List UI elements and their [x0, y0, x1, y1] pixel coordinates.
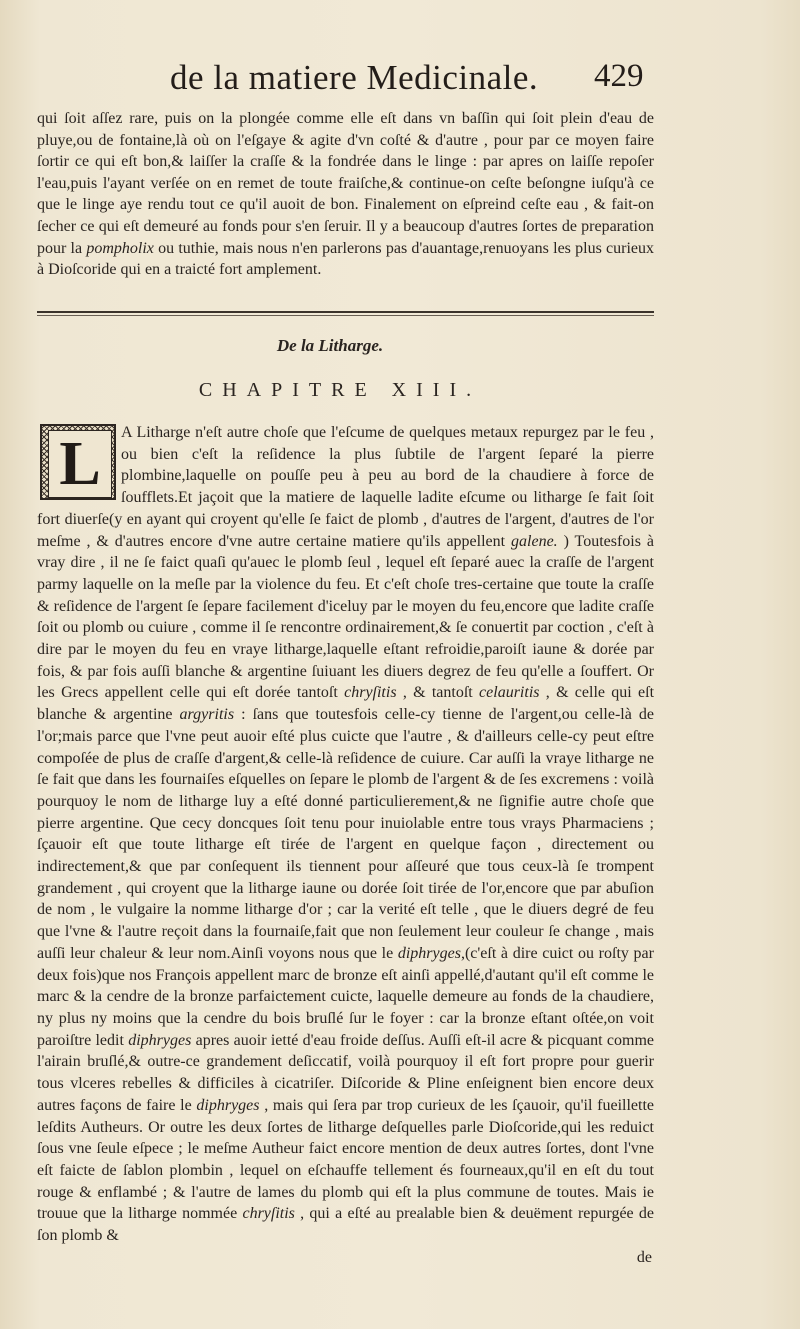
italic-term: diphryges	[128, 1031, 192, 1049]
section-rule-thin	[37, 315, 654, 316]
italic-term: celauritis	[479, 684, 540, 702]
italic-term: galene.	[511, 532, 558, 550]
italic-term: chryſitis	[344, 684, 397, 702]
italic-term: argyritis	[179, 706, 235, 724]
section-rule	[37, 311, 654, 313]
page-number: 429	[594, 58, 644, 94]
section-title: De la Litharge.	[276, 336, 384, 355]
italic-term: diphryges	[196, 1096, 260, 1114]
chapter-heading: CHAPITRE XIII.	[198, 379, 482, 401]
intro-paragraph	[37, 108, 654, 281]
page-header	[0, 58, 800, 108]
running-head: de la matiere Medicinale.	[170, 58, 539, 97]
italic-term: diphryges	[397, 944, 461, 962]
italic-term: chryſitis	[242, 1205, 295, 1223]
drop-cap-letter: L	[48, 430, 112, 498]
decorated-initial	[40, 424, 116, 500]
catchword: de	[636, 1248, 652, 1266]
italic-term: pompholix	[86, 239, 154, 257]
chapter-body	[37, 422, 654, 1268]
intro-paragraph-text: qui ſoit aſſez rare, puis on la plongée comme elle eſt dans vn baſſin qui ſoit plein d'eau de pluye,ou de fontaine,là où on l'eſgaye & agite d'vn coſté & d'autre , pour par ce moyen faire ſortir ce qui eſt bon,& laiſſer la craſſe & la fondrée dans le linge : par apres on laiſſe repoſer l'eau,puis l'ayant verſée on en remet de toute fraiſche,& continue-on ceſte beſongne iuſqu'à ce que le linge aye rendu tout ce qu'il auoit de bon. Finalement on eſpreind ceſte eau , & fait-on ſecher ce qui eſt demeuré au fonds pour s'en ſeruir. Il y a beaucoup d'autres ſortes de preparation pour la pompholix ou tuthie, mais nous n'en parlerons pas d'auantage,renuoyans les plus curieux à Dioſcoride qui en a traicté fort amplement.	[37, 110, 655, 279]
chapter-body-text: A Litharge n'eſt autre choſe que l'eſcume de quelques metaux repurgez par le feu , ou bien c'eſt la reſidence la plus ſubtile de l'argent ſeparé la pierre plombine,laquelle on pouſſe peu à peu au bord de la chaudiere à force de ſoufflets.Et jaçoit que la matiere de laquelle ladite eſcume ou litharge ſe fait ſoit fort diuerſe(y en ayant qui croyent qu'elle ſe faict de plomb , d'autres de l'argent, d'autres de l'or meſme , & d'autres encore d'vne autre certaine matiere qu'ils appellent galene. ) Toutesfois à vray dire , il ne ſe faict quaſi qu'auec le plomb ſeul , lequel eſt ſeparé auec la craſſe de l'argent parmy laquelle on la meſle par la violence du feu. Et c'eſt choſe tres-certaine que toute la craſſe & reſidence de l'argent ſe ſepare facilement d'iceluy par le moyen du feu,encore que ladite craſſe ſoit ou plomb ou cuiure , comme il ſe rencontre ordinairement,& ſe conuertit par coction , c'eſt à dire par le moyen du feu en vraye litharge,laquelle eſtant refroidie,paroiſt iaune & dorée par fois, & par fois auſſi blanche & argentine ſuiuant les diuers degrez de feu qu'elle a ſouffert. Or les Grecs appellent celle qui eſt dorée tantoſt chryſitis , & tantoſt celauritis , & celle qui eſt blanche & argentine argyritis : ſans que toutesfois celle-cy tienne de l'argent,ou celle-là de l'or;mais parce que l'vne peut auoir eſté plus cuicte que l'autre , & d'ailleurs celle-cy peut eſtre compoſée de plus de craſſe d'argent,& celle-là reſidence de cuiure. Car auſſi la vraye litharge ne ſe fait que dans les fournaiſes eſquelles on ſepare le plomb de l'argent & de ſes excremens : voilà pourquoy le nom de litharge luy a eſté donné particulierement,& ne ſignifie autre choſe que pierre argentine. Que cecy doncques ſoit tenu pour inuiolable entre tous vrays Pharmaciens ; ſçauoir eſt que toute litharge eſt tirée de l'argent en quelque façon , directement ou indirectement,& que par conſequent ils tiennent pour aſſeuré que tous ceux-là ſe trompent grandement , qui croyent que la litharge iaune ou dorée ſoit tirée de l'or,encore que par abuſion de nom , le vulgaire la nomme litharge d'or ; car la verité eſt telle , que le diuers degré de feu que l'vne & l'autre reçoit dans la fournaiſe,fait que non ſeulement leur couleur ſe change , mais auſſi leur chaleur & leur nom.Ainſi voyons nous que le diphryges,(c'eſt à dire cuict ou roſty par deux fois)que nos François appellent marc de bronze eſt ainſi appellé,d'autant qu'il eſt comme le marc & la cendre de la bronze parfaictement cuicte, laquelle demeure au fonds de la chaudiere, ny plus ny moins que la cendre du bois bruſlé ſur le foyer : car la bronze eſtant oſtée,on voit paroiſtre ledit diphryges apres auoir ietté d'eau froide deſſus. Auſſi eſt-il acre & picquant comme l'airain bruſlé,& outre-ce grandement deſiccatif, voilà pourquoy il eſt fort propre pour guerir tous vlceres rebelles & difficiles à cicatriſer. Diſcoride & Pline enſeignent bien encore deux autres façons de faire le diphryges , mais qui ſera par trop curieux de les ſçauoir, qu'il fueillette leſdits Autheurs. Or outre les deux ſortes de litharge deſquelles parle Dioſcoride,qui les reduict ſous vne ſeule eſpece ; le meſme Autheur faict encore mention de deux autres ſortes, dont l'vne eſt faicte de ſablon plombin , lequel on eſchauffe tellement és fourneaux,qu'il en eſt du tout rouge & enflambé ; & l'autre de lames du plomb qui eſt la plus commune de toutes. Mais ie trouue que la litharge nommée chryſitis , qui a eſté au prealable bien & deuëment repurgée de ſon plomb &	[37, 424, 655, 1245]
